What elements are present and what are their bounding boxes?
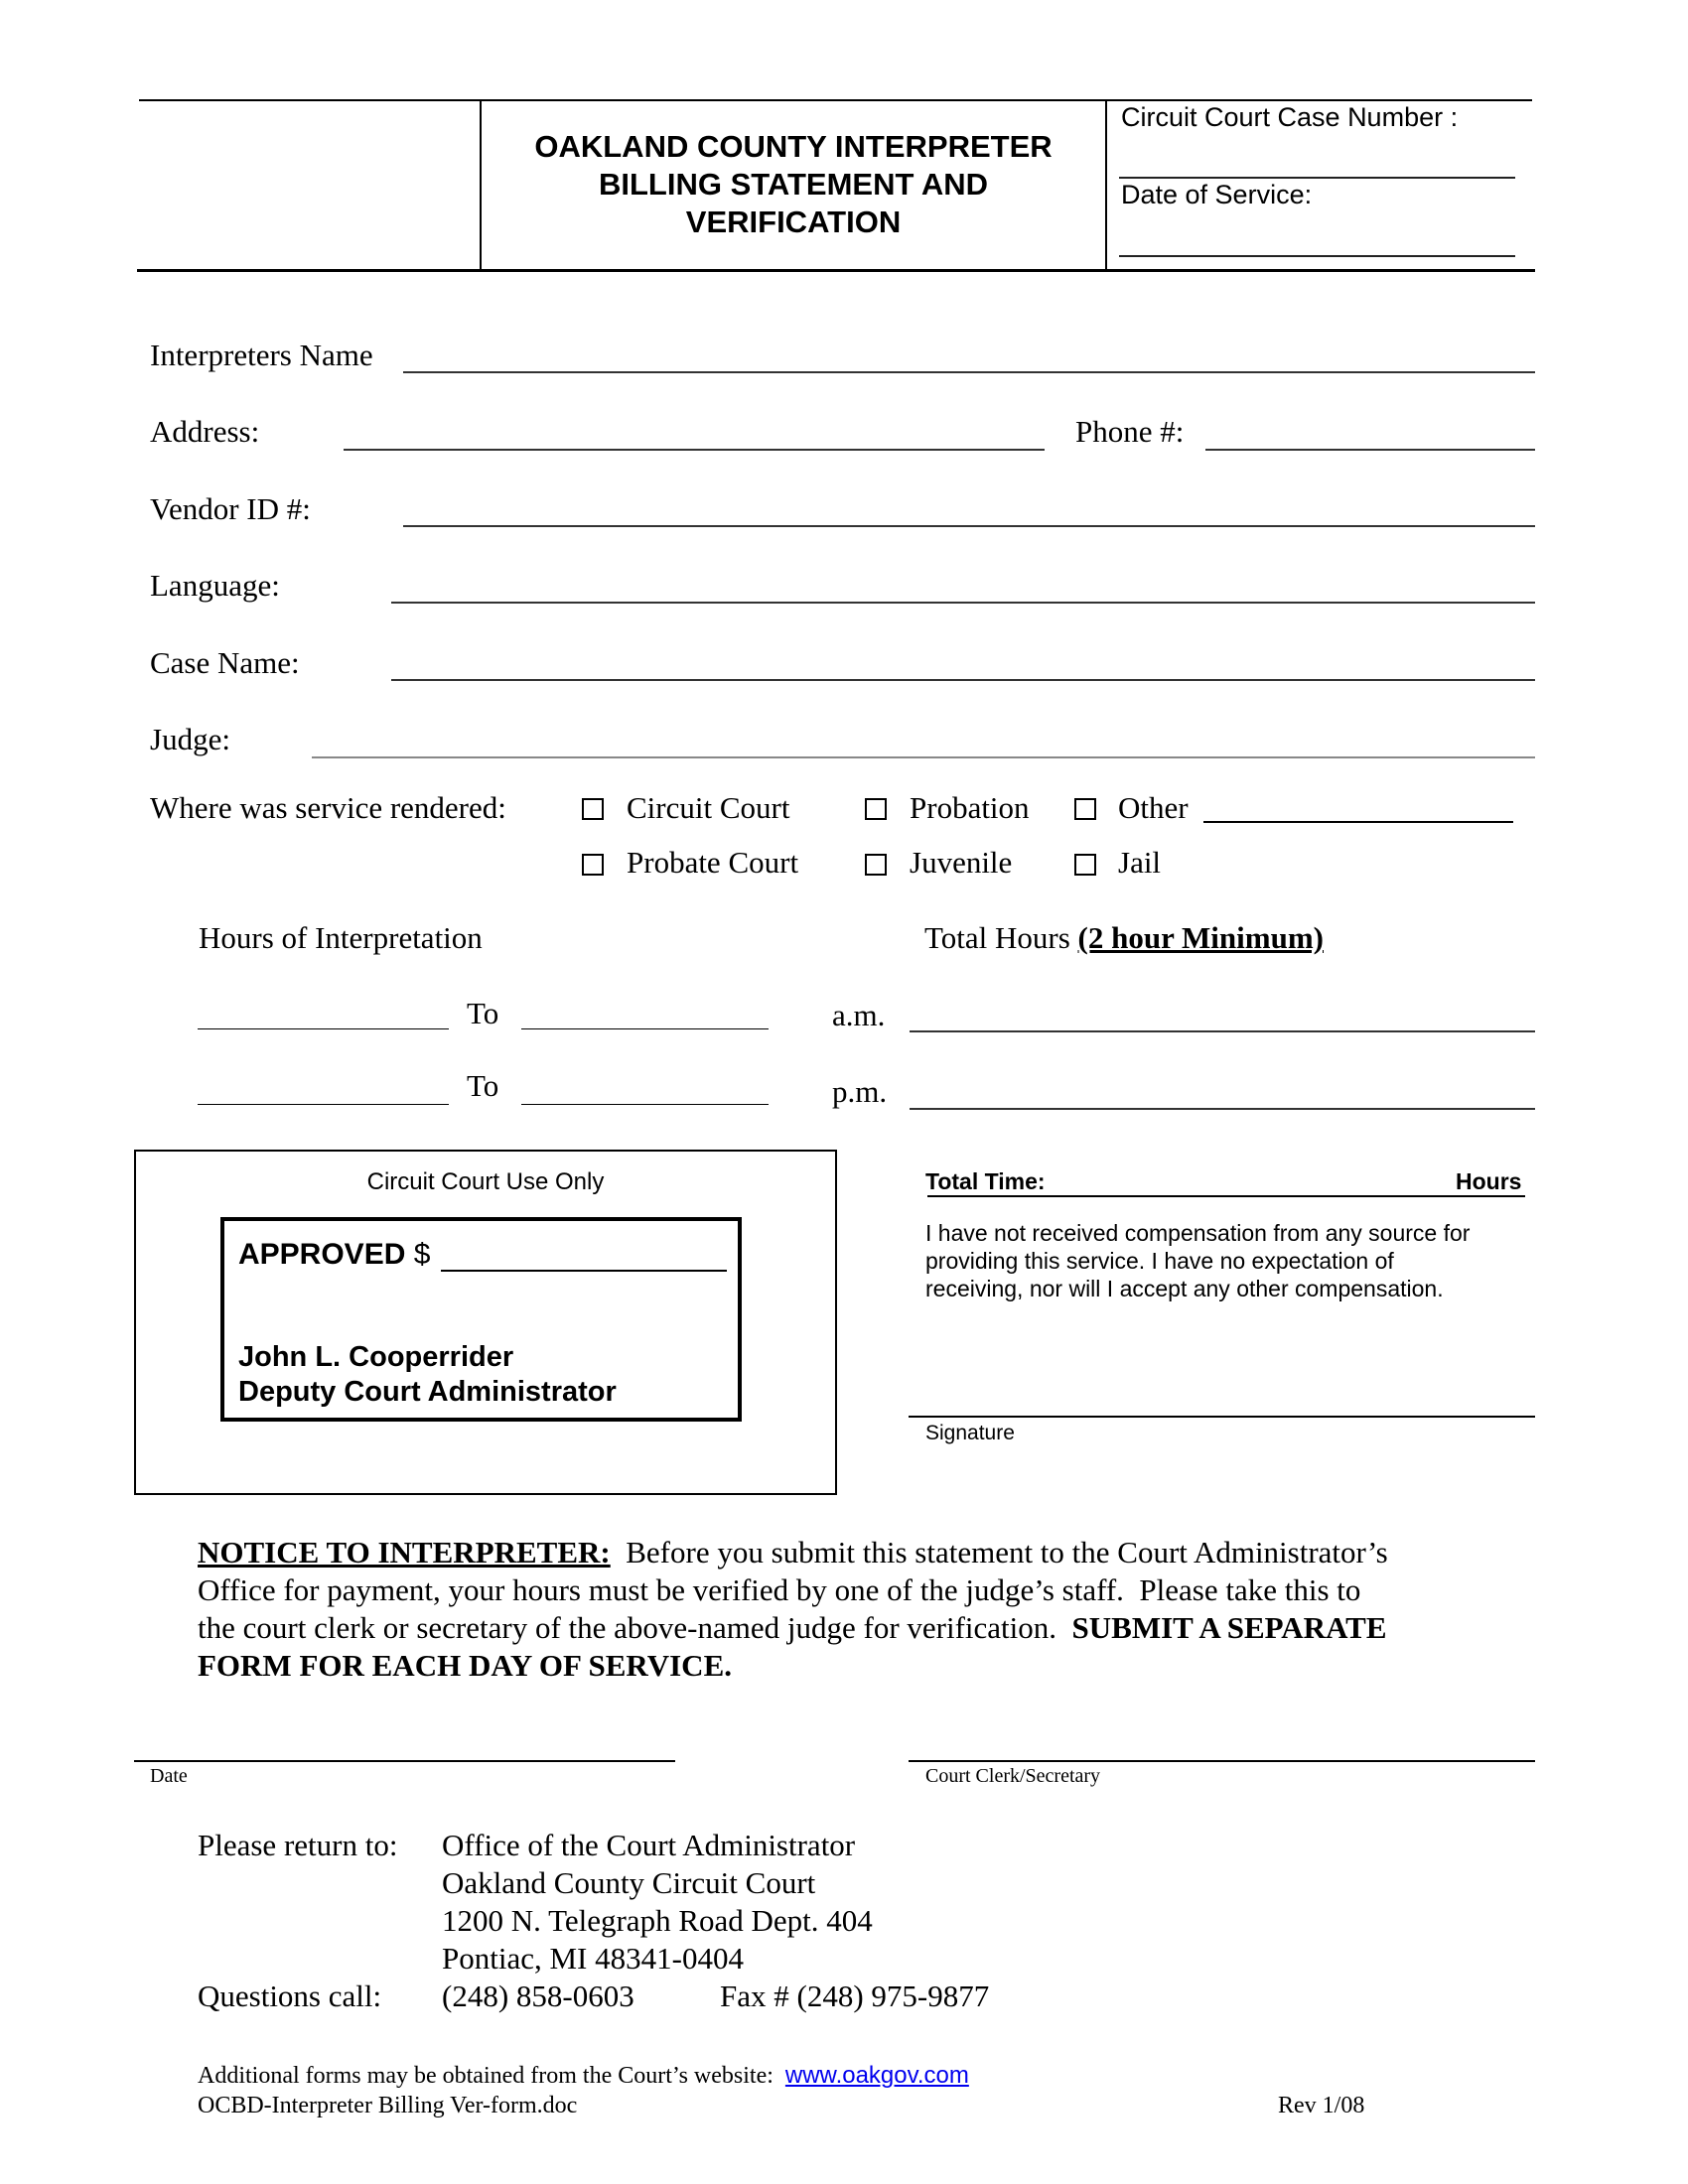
total-hours-label bbox=[924, 920, 1324, 956]
option-juvenile[interactable]: Juvenile bbox=[910, 845, 1013, 880]
vendor-id-field[interactable] bbox=[403, 525, 1535, 527]
case-name-label: Case Name: bbox=[150, 645, 300, 680]
signature-field[interactable] bbox=[909, 1416, 1535, 1418]
vendor-id-label: Vendor ID #: bbox=[150, 491, 311, 526]
option-other[interactable]: Other bbox=[1118, 790, 1189, 825]
pm-start-time-field[interactable] bbox=[198, 1104, 449, 1105]
pm-label: p.m. bbox=[832, 1074, 888, 1109]
additional-forms-text: Additional forms may be obtained from the Court’s website: www.oakgov.com bbox=[198, 2062, 969, 2089]
checkbox-jail[interactable] bbox=[1074, 854, 1096, 876]
checkbox-circuit-court[interactable] bbox=[582, 798, 604, 820]
signature-label: Signature bbox=[925, 1422, 1015, 1444]
notice-to-interpreter: NOTICE TO INTERPRETER: Before you submit this statement to the Court Administrator’s Office for payment, your hours must be verified by one of the judge’s staff. Please take this to the court clerk or secretary of the above-named judge for verification. SUBMIT A SEPARATE FORM FOR EACH DAY OF SERVICE. bbox=[198, 1535, 1388, 1683]
phone-label: Phone #: bbox=[1075, 414, 1185, 449]
fax-number: Fax # (248) 975-9877 bbox=[720, 1979, 990, 2013]
checkbox-probate-court[interactable] bbox=[582, 854, 604, 876]
hours-of-interpretation-label: Hours of Interpretation bbox=[199, 920, 483, 955]
language-field[interactable] bbox=[391, 602, 1535, 604]
option-jail[interactable]: Jail bbox=[1118, 845, 1162, 880]
approved-amount-field[interactable] bbox=[441, 1270, 727, 1272]
date-field[interactable] bbox=[134, 1760, 675, 1762]
pm-end-time-field[interactable] bbox=[521, 1104, 769, 1105]
approval-box bbox=[220, 1217, 742, 1422]
option-circuit-court[interactable]: Circuit Court bbox=[627, 790, 790, 825]
total-time-label: Total Time: bbox=[925, 1168, 1046, 1194]
total-hours-minimum: (2 hour Minimum) bbox=[1077, 920, 1324, 955]
interpreter-name-field[interactable] bbox=[403, 371, 1535, 373]
circuit-court-use-box bbox=[134, 1150, 837, 1495]
compensation-statement: I have not received compensation from any source for providing this service. I have no expectation of receiving, nor will I accept any other compensation. bbox=[925, 1220, 1471, 1301]
date-of-service-label: Date of Service: bbox=[1121, 180, 1313, 209]
total-time-hours-label: Hours bbox=[1456, 1168, 1522, 1194]
document-name: OCBD-Interpreter Billing Ver-form.doc bbox=[198, 2093, 578, 2118]
checkbox-juvenile[interactable] bbox=[865, 854, 887, 876]
header-divider-right bbox=[1105, 99, 1107, 270]
approver-title: Deputy Court Administrator bbox=[238, 1376, 617, 1408]
website-link[interactable]: www.oakgov.com bbox=[784, 2062, 969, 2089]
date-of-service-field[interactable] bbox=[1119, 255, 1515, 257]
header-bottom-rule bbox=[137, 269, 1535, 272]
to-label-am: To bbox=[467, 996, 499, 1030]
am-label: a.m. bbox=[832, 998, 886, 1032]
clerk-label: Court Clerk/Secretary bbox=[925, 1765, 1101, 1787]
option-probate-court[interactable]: Probate Court bbox=[627, 845, 799, 880]
questions-phone: (248) 858-0603 bbox=[442, 1979, 634, 2013]
am-start-time-field[interactable] bbox=[198, 1028, 449, 1029]
to-label-pm: To bbox=[467, 1068, 499, 1103]
form-title-line-3: VERIFICATION bbox=[685, 205, 902, 239]
currency-symbol: $ bbox=[413, 1238, 431, 1271]
questions-label: Questions call: bbox=[198, 1979, 382, 2013]
phone-field[interactable] bbox=[1205, 449, 1535, 451]
form-title bbox=[482, 128, 1105, 241]
pm-total-field[interactable] bbox=[910, 1108, 1535, 1110]
judge-field[interactable] bbox=[312, 756, 1535, 758]
total-hours-text: Total Hours bbox=[924, 920, 1078, 955]
address-field[interactable] bbox=[344, 449, 1045, 451]
approved-label: APPROVED bbox=[238, 1238, 406, 1271]
revision: Rev 1/08 bbox=[1278, 2093, 1365, 2118]
return-address: Office of the Court Administrator Oakland County Circuit Court 1200 N. Telegraph Road Dept. 404 Pontiac, MI 48341-0404 bbox=[442, 1828, 873, 1976]
checkbox-other[interactable] bbox=[1074, 798, 1096, 820]
language-label: Language: bbox=[150, 568, 280, 603]
case-number-label: Circuit Court Case Number : bbox=[1121, 102, 1459, 132]
am-total-field[interactable] bbox=[910, 1030, 1535, 1032]
court-use-title: Circuit Court Use Only bbox=[366, 1168, 605, 1195]
other-field[interactable] bbox=[1203, 821, 1513, 823]
total-time-field[interactable] bbox=[927, 1195, 1525, 1197]
checkbox-probation[interactable] bbox=[865, 798, 887, 820]
clerk-signature-field[interactable] bbox=[909, 1760, 1535, 1762]
form-title-line-2: BILLING STATEMENT AND bbox=[598, 167, 989, 202]
case-name-field[interactable] bbox=[391, 679, 1535, 681]
option-probation[interactable]: Probation bbox=[910, 790, 1030, 825]
approved-row bbox=[238, 1237, 430, 1273]
am-end-time-field[interactable] bbox=[521, 1028, 769, 1029]
approver-name: John L. Cooperrider bbox=[238, 1341, 514, 1373]
form-title-line-1: OAKLAND COUNTY INTERPRETER bbox=[534, 129, 1053, 164]
judge-label: Judge: bbox=[150, 722, 230, 756]
date-label: Date bbox=[150, 1765, 188, 1787]
interpreter-name-label: Interpreters Name bbox=[150, 338, 373, 372]
service-label: Where was service rendered: bbox=[150, 790, 506, 825]
address-label: Address: bbox=[150, 414, 260, 449]
notice-heading: NOTICE TO INTERPRETER: bbox=[198, 1535, 611, 1570]
return-label: Please return to: bbox=[198, 1828, 398, 1862]
